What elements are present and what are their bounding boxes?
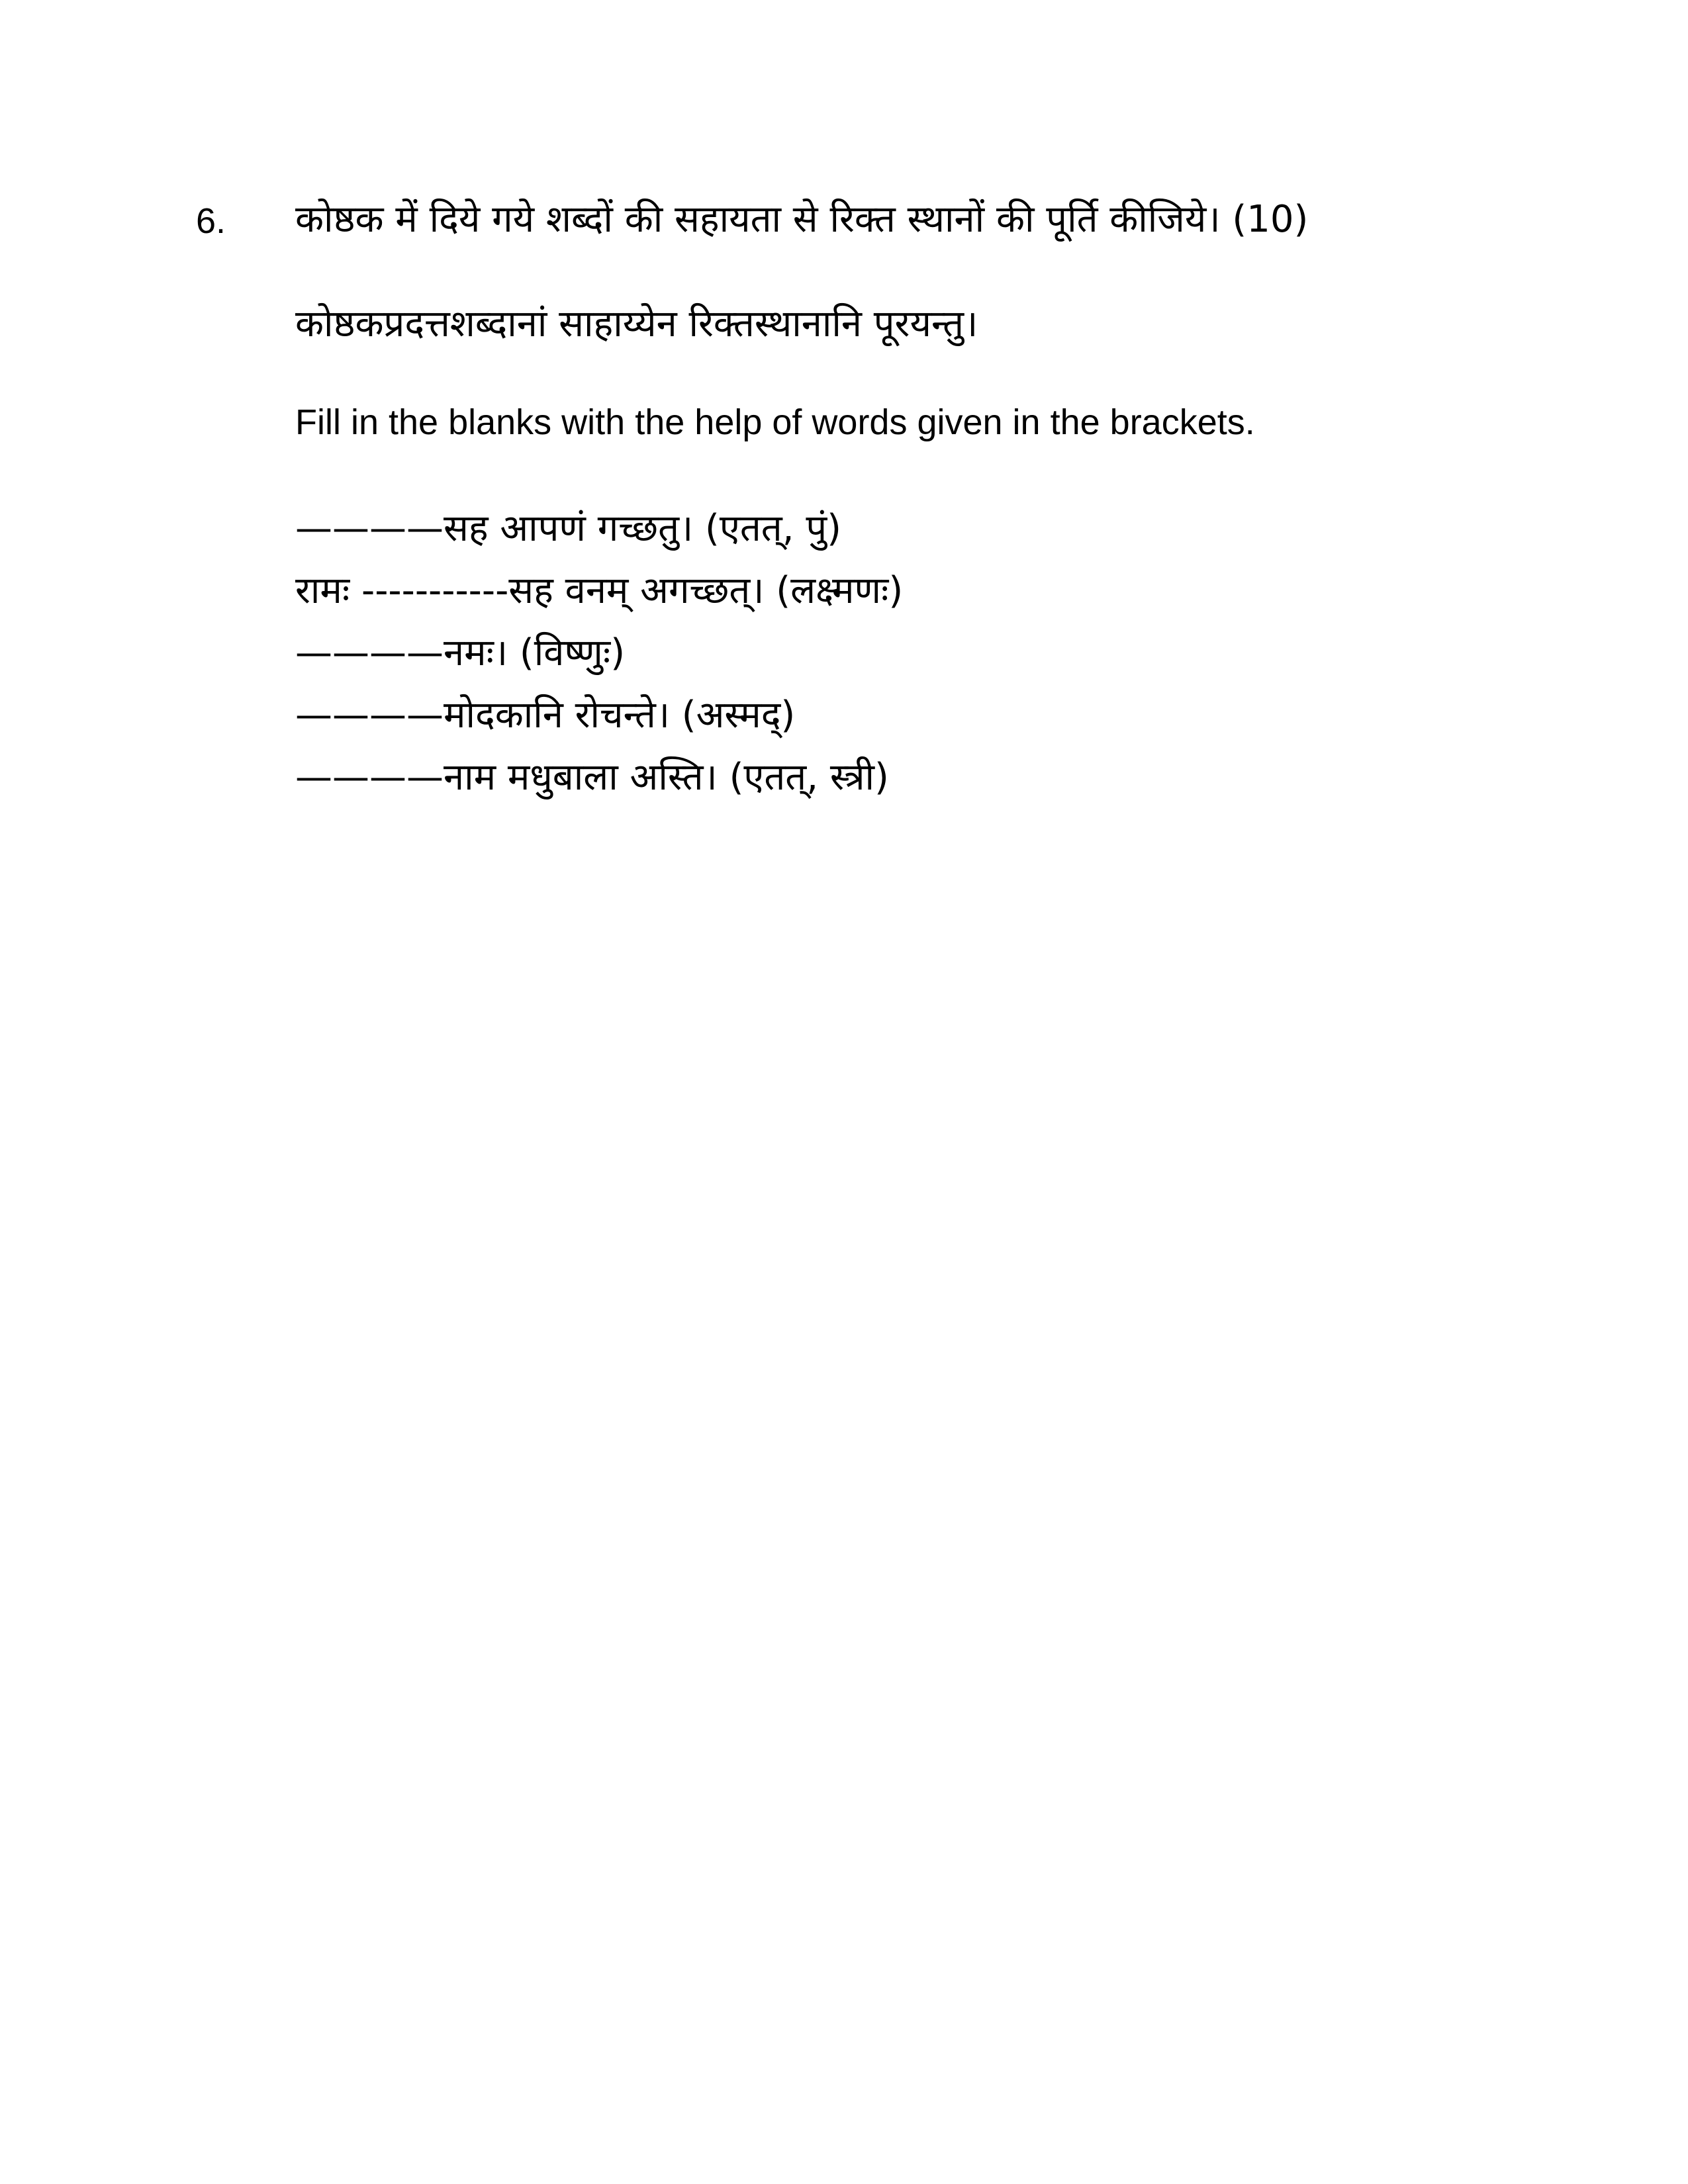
question-number: 6.: [196, 201, 226, 241]
exercise-item: ————सह आपणं गच्छतु। (एतत्, पुं): [295, 507, 841, 550]
instruction-hindi: कोष्ठक में दिये गये शब्दों की सहायता से रिक्त स्थानों की पूर्ति कीजिये। (10): [295, 198, 1309, 241]
instruction-sanskrit: कोष्ठकप्रदत्तशब्दानां साहाय्येन रिक्तस्थानानि पूरयन्तु।: [295, 302, 978, 345]
exercise-item: ————मोदकानि रोचन्ते। (अस्मद्): [295, 694, 796, 737]
exercise-list: [295, 498, 903, 809]
exercise-item: रामः -----------सह वनम् अगच्छत्। (लक्ष्मणः): [295, 569, 904, 612]
exercise-item: ————नाम मधुबाला अस्ति। (एतत्, स्त्री): [295, 756, 889, 799]
exercise-item: ————नमः। (विष्णुः): [295, 631, 626, 674]
instruction-english: Fill in the blanks with the help of words given in the brackets.: [295, 402, 1255, 442]
